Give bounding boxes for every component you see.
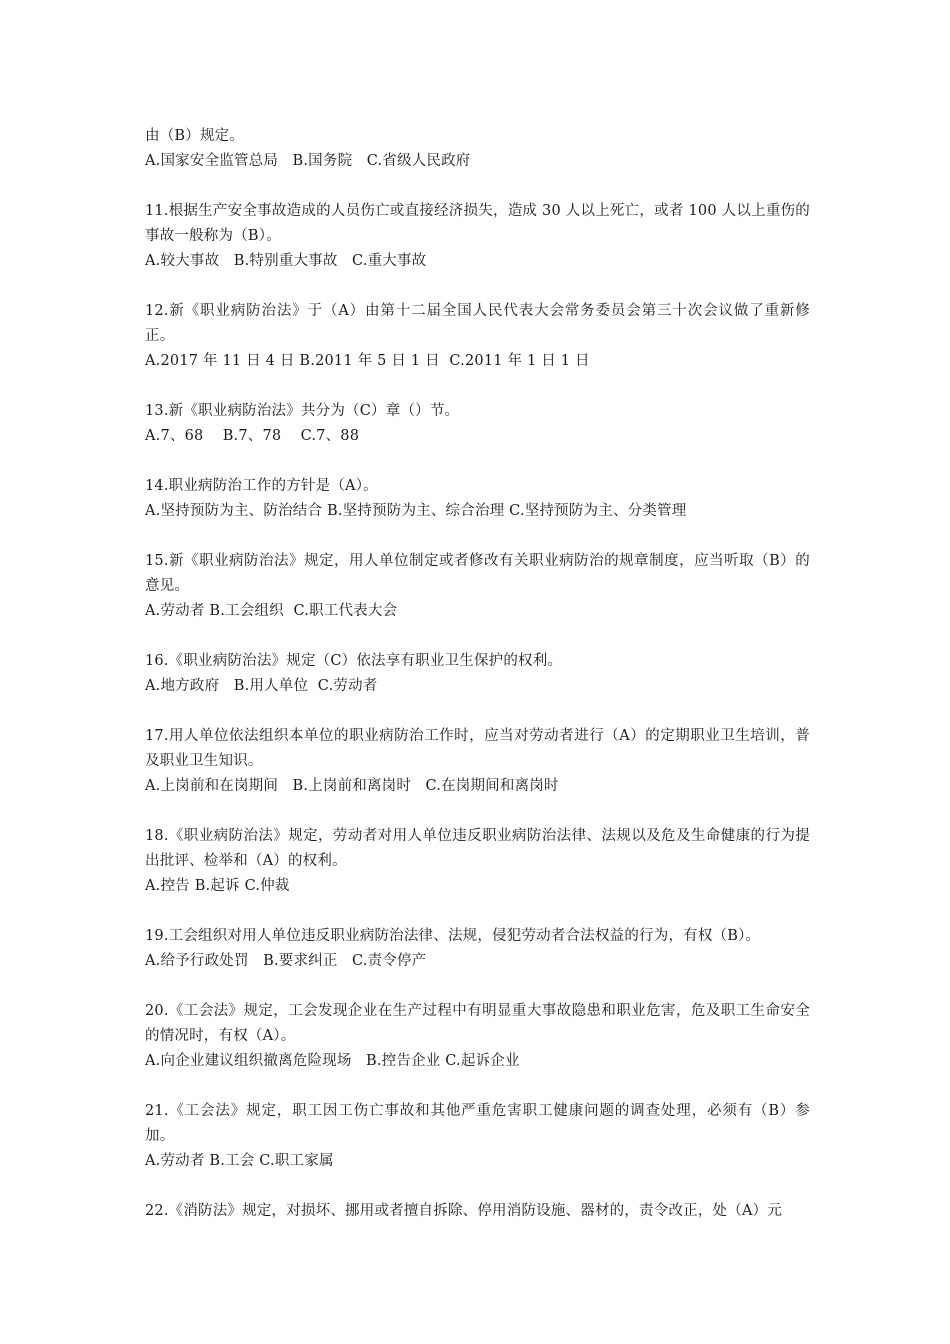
- question-options: A.劳动者 B.工会组织 C.职工代表大会: [145, 603, 398, 619]
- question-options: A.劳动者 B.工会 C.职工家属: [145, 1153, 334, 1169]
- question-options: A.7、68 B.7、78 C.7、88: [145, 428, 360, 444]
- question-text: 14.职业病防治工作的方针是（A）。: [145, 478, 378, 494]
- question-text: 20.《工会法》规定，工会发现企业在生产过程中有明显重大事故隐患和职业危害，危及职工生命安全的情况时，有权（A）。: [145, 1003, 810, 1044]
- question-item: [145, 124, 810, 174]
- question-item: [145, 724, 810, 799]
- question-options: A.给予行政处罚 B.要求纠正 C.责令停产: [145, 953, 427, 969]
- question-item: [145, 399, 810, 449]
- question-options: A.向企业建议组织撤离危险现场 B.控告企业 C.起诉企业: [145, 1053, 520, 1069]
- question-options: A.国家安全监管总局 B.国务院 C.省级人民政府: [145, 153, 471, 169]
- question-item: [145, 299, 810, 374]
- question-item: [145, 474, 810, 524]
- question-item: [145, 824, 810, 899]
- question-text: 19.工会组织对用人单位违反职业病防治法律、法规，侵犯劳动者合法权益的行为，有权（B）。: [145, 928, 761, 944]
- question-text: 18.《职业病防治法》规定，劳动者对用人单位违反职业病防治法律、法规以及危及生命健康的行为提出批评、检举和（A）的权利。: [145, 828, 810, 869]
- question-options: A.坚持预防为主、防治结合 B.坚持预防为主、综合治理 C.坚持预防为主、分类管理: [145, 503, 687, 519]
- question-options: A.上岗前和在岗期间 B.上岗前和离岗时 C.在岗期间和离岗时: [145, 778, 559, 794]
- question-item: [145, 999, 810, 1074]
- question-options: A.2017 年 11 日 4 日 B.2011 年 5 日 1 日 C.2011 年 1 日 1 日: [145, 353, 590, 369]
- question-options: A.控告 B.起诉 C.仲裁: [145, 878, 290, 894]
- question-text: 21.《工会法》规定，职工因工伤亡事故和其他严重危害职工健康问题的调查处理，必须有（B）参加。: [145, 1103, 810, 1144]
- question-text: 由（B）规定。: [145, 128, 245, 144]
- question-text: 15.新《职业病防治法》规定，用人单位制定或者修改有关职业病防治的规章制度，应当听取（B）的意见。: [145, 553, 810, 594]
- question-item: [145, 1199, 810, 1224]
- question-text: 12.新《职业病防治法》于（A）由第十二届全国人民代表大会常务委员会第三十次会议做了重新修正。: [145, 303, 810, 344]
- question-item: [145, 1099, 810, 1174]
- question-item: [145, 549, 810, 624]
- question-list: [145, 124, 810, 1249]
- question-text: 17.用人单位依法组织本单位的职业病防治工作时，应当对劳动者进行（A）的定期职业卫生培训，普及职业卫生知识。: [145, 728, 810, 769]
- question-item: [145, 649, 810, 699]
- question-options: A.地方政府 B.用人单位 C.劳动者: [145, 678, 378, 694]
- question-options: A.较大事故 B.特别重大事故 C.重大事故: [145, 253, 427, 269]
- question-text: 16.《职业病防治法》规定（C）依法享有职业卫生保护的权利。: [145, 653, 563, 669]
- question-item: [145, 199, 810, 274]
- question-item: [145, 924, 810, 974]
- question-text: 22.《消防法》规定，对损坏、挪用或者擅自拆除、停用消防设施、器材的，责令改正，处（A）元: [145, 1203, 783, 1219]
- question-text: 13.新《职业病防治法》共分为（C）章（）节。: [145, 403, 460, 419]
- question-text: 11.根据生产安全事故造成的人员伤亡或直接经济损失，造成 30 人以上死亡，或者 100 人以上重伤的事故一般称为（B）。: [145, 203, 810, 244]
